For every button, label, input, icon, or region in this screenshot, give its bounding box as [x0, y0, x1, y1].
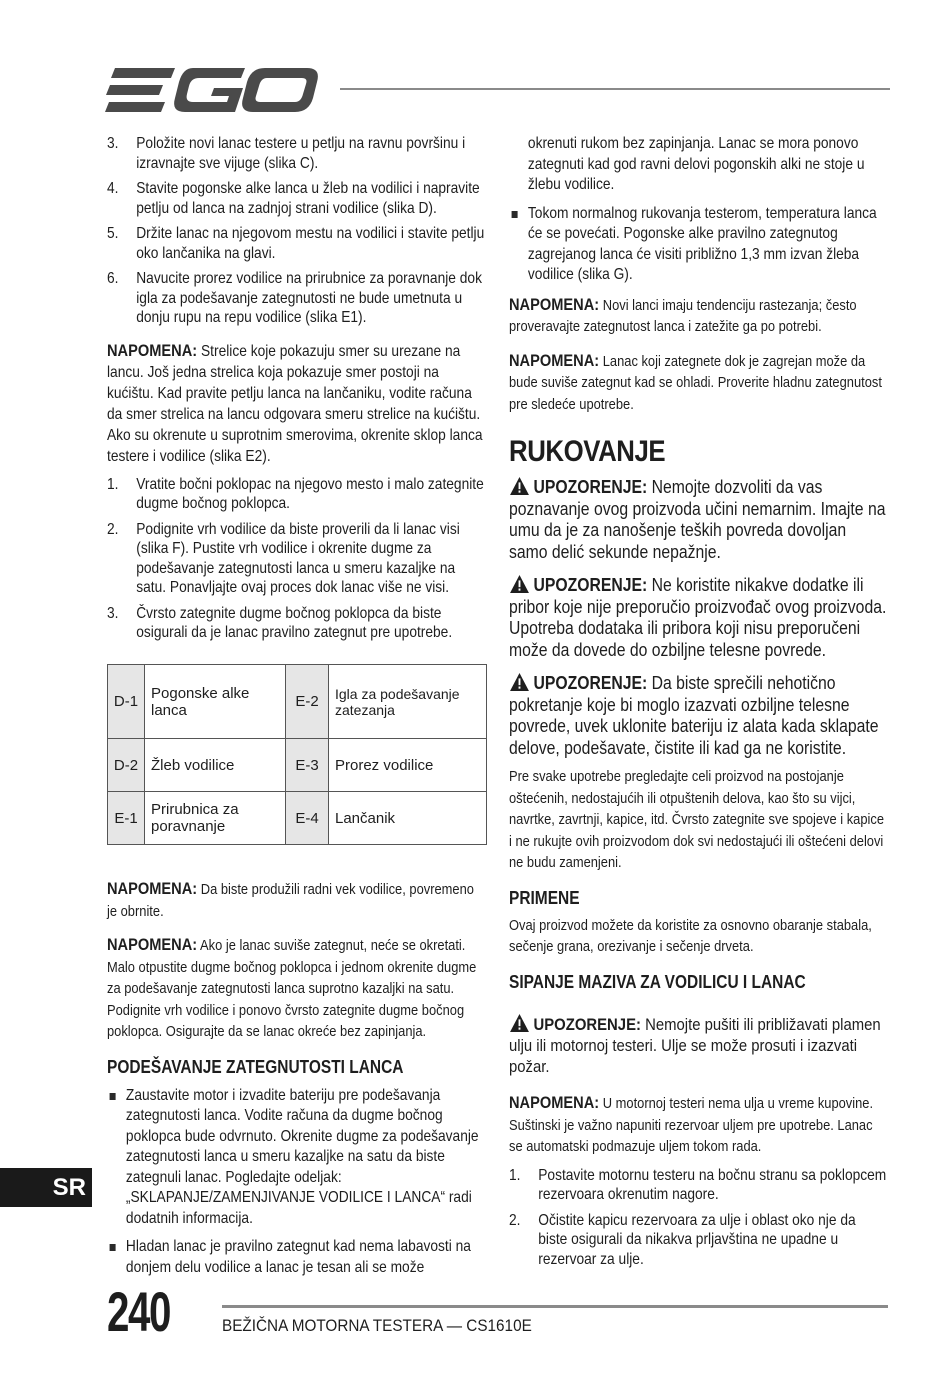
- steps-list-a: [107, 134, 487, 328]
- primene-text: Ovaj proizvod možete da koristite za osnovno obaranje stabala, sečenje grana, orezivanje i sečenje drveta.: [509, 916, 872, 955]
- legend-key: D-2: [108, 739, 145, 792]
- right-column-warnings: [509, 477, 887, 759]
- list-item: 3. Čvrsto zategnite dugme bočnog poklopca da biste osigurali da je lanac pravilno zategnut pre upotrebe.: [107, 604, 453, 641]
- language-tab-label: SR: [52, 1174, 86, 1201]
- list-item: 4. Stavite pogonske alke lanca u žleb na vodilici i napravite petlju od lanca na zadnjoj strani vodilice (slika D).: [107, 180, 480, 217]
- language-tab: [0, 1168, 92, 1207]
- legend-key: E-4: [286, 792, 329, 845]
- warning-2: UPOZORENJE: Ne koristite nikakve dodatke ili pribor koje nije preporučio proizvođač ovog proizvoda. Upotreba dodataka ili pribora koji nisu preporučeni može da dovede do ozbiljne telesne povrede.: [509, 575, 887, 660]
- section-heading-rukovanje: RUKOVANJE: [509, 435, 666, 468]
- warning-1: UPOZORENJE: Nemojte dozvoliti da vas poznavanje ovog proizvoda učini nemarnim. Imajte na umu da je za nanošenje teških povreda dovoljan samo delić sekunde nepažnje.: [509, 477, 886, 562]
- right-column-oil-note: [509, 1092, 887, 1275]
- section-title-sipanje: SIPANJE MAZIVA ZA VODILICU I LANAC: [509, 971, 806, 992]
- list-item: 2. Očistite kapicu rezervoara za ulje i oblast oko nje da biste osigurali da nikakva prljavština ne upadne u rezervoar za ulje.: [509, 1211, 856, 1268]
- table-row: [108, 792, 487, 845]
- inspection-paragraph: Pre svake upotrebe pregledajte celi proizvod na postojanje oštećenih, nedostajućih ili otpuštenih delova, kao što su vijci, navrtke, zavrtnji, kapice, itd. Čvrsto zategnite sve spojeve i kapice i ne rukujte ovih proizvodom dok svi nedostajući ili oštećeni delovi ne budu zamenjeni.: [509, 768, 885, 871]
- section-title-primene: PRIMENE: [509, 887, 580, 908]
- list-item: 3. Položite novi lanac testere u petlju na ravnu površinu i izravnajte sve vijuge (slika C).: [107, 135, 466, 172]
- list-item: 6. Navucite prorez vodilice na prirubnice za poravnanje dok igla za podešavanje zategnutosti ne bude umetnuta u donju rupu na repu vodilice (slika E1).: [107, 270, 482, 326]
- legend-value: Žleb vodilice: [145, 739, 286, 792]
- warning-icon: [509, 673, 530, 691]
- header-rule: [340, 88, 890, 90]
- left-column: [107, 134, 487, 649]
- legend-value: Pogonske alke lanca: [145, 665, 286, 739]
- legend-key: E-3: [286, 739, 329, 792]
- legend-key: D-1: [108, 665, 145, 739]
- note-arrows: NAPOMENA: Strelice koje pokazuju smer su urezane na lancu. Još jedna strelica koja pokazuje smer postoji na kućištu. Kad pravite petlju lanca na lančaniku, vodite računa da smer strelica na lancu odgovara smeru strelice na kućištu. Ako su okrenute u suprotnim smerovima, okrenite sklop lanca testere i vodilice (slika E2).: [107, 340, 483, 465]
- list-item: 5. Držite lanac na njegovom mestu na vodilici i stavite petlju oko lančanika na glavi.: [107, 225, 485, 262]
- note-hot-chain: NAPOMENA: Lanac koji zategnete dok je zagrejan može da bude suviše zategnut kad se ohladi. Proverite hladnu zategnutost pre sledeće upotrebe.: [509, 350, 882, 413]
- legend-key: E-2: [286, 665, 329, 739]
- warning-3: UPOZORENJE: Da biste sprečili nehotično pokretanje koje bi moglo izazvati ozbiljne telesne povrede, uvek uklonite bateriju iz alata kada sklapate delove, podešavate, čistite ili kad ga ne koristite.: [509, 673, 879, 758]
- right-column: [509, 134, 887, 471]
- legend-value: Prirubnica za poravnanje: [145, 792, 286, 845]
- bullets-tension: [107, 1086, 487, 1279]
- bullets-heat: [509, 204, 887, 286]
- note-new-chains: NAPOMENA: Novi lanci imaju tendenciju rastezanja; često proveravajte zategnutost lanca i zatežite ga po potrebi.: [509, 294, 857, 335]
- steps-oil: [509, 1166, 887, 1270]
- list-item: 2. Podignite vrh vodilice da biste proverili da li lanac visi (slika F). Pustite vrh vodilice i okrenite dugme za podešavanje zategnutosti lanca u smeru kazaljke na satu. Ponavljajte ovaj proces dok lanac više ne visi.: [107, 520, 460, 596]
- footer-rule: [222, 1305, 888, 1308]
- legend-value: Igla za podešavanje zatezanja: [329, 665, 487, 739]
- continuation-text: okrenuti rukom bez zapinjanja. Lanac se mora ponovo zategnuti kad god ravni delovi pogonskih alki ne stoje u žlebu vodilice.: [527, 135, 865, 193]
- legend-value: Lančanik: [329, 792, 487, 845]
- list-item: 1. Vratite bočni poklopac na njegovo mesto i malo zategnite dugme bočnog poklopca.: [107, 475, 484, 512]
- warning-icon: [509, 575, 530, 593]
- section-title-tension: PODEŠAVANJE ZATEGNUTOSTI LANCA: [107, 1056, 404, 1077]
- warning-4: UPOZORENJE: Nemojte pušiti ili približavati plamen ulju ili motornoj testeri. Ulje se može prosuti i izazvati požar.: [509, 1015, 881, 1076]
- left-column-lower: [107, 878, 487, 1286]
- parts-legend-table: [107, 664, 487, 845]
- steps-list-b: [107, 475, 487, 643]
- footer-doc-title: BEŽIČNA MOTORNA TESTERA — CS1610E: [222, 1316, 532, 1335]
- note-no-oil: NAPOMENA: U motornoj testeri nema ulja u vreme kupovine. Suštinski je važno napuniti rezervoar uljem pre upotrebe. Lanac se automatski podmazuje uljem tokom rada.: [509, 1093, 874, 1155]
- warning-icon: [509, 477, 530, 495]
- right-column-oil: [509, 1014, 887, 1077]
- page-number: 240: [107, 1280, 170, 1343]
- ego-logo: [105, 66, 320, 114]
- warning-icon: [509, 1014, 530, 1032]
- legend-key: E-1: [108, 792, 145, 845]
- list-item: Zaustavite motor i izvadite bateriju pre podešavanja zategnutosti lanca. Vodite računa da dugme bočnog poklopca bude odvrnuto. Okrenite dugme za podešavanje zategnutosti lanca u smeru kazaljke na satu da biste zategnuli lanac. Pogledajte odeljak: „SKLAPANJE/ZAMENJIVANJE VODILICE I LANCA“ radi dodatnih informacija.: [107, 1086, 487, 1230]
- right-column-lower: [509, 766, 887, 1005]
- note-reverse-bar: NAPOMENA: Da biste produžili radni vek vodilice, povremeno je obrnite.: [107, 879, 474, 920]
- list-item: Hladan lanac je pravilno zategnut kad nema labavosti na donjem delu vodilice a lanac je tesan ali se može: [107, 1237, 487, 1278]
- list-item: 1. Postavite motornu testeru na bočnu stranu sa poklopcem rezervoara okrenutim nagore.: [509, 1166, 887, 1203]
- note-too-tight: NAPOMENA: Ako je lanac suviše zategnut, neće se okretati. Malo otpustite dugme bočnog poklopca i jednom okrenite dugme za podešavanje zategnutosti lanca suprotno kazaljki na satu. Podignite vrh vodilice i ponovo čvrsto zategnite dugme bočnog poklopca. Osigurajte da se lanac okreće bez zapinjanja.: [107, 935, 477, 1040]
- table-row: [108, 665, 487, 739]
- list-item: Tokom normalnog rukovanja testerom, temperatura lanca će se povećati. Pogonske alke pravilno zategnutog zagrejanog lanca će visiti približno 1,3 mm izvan žleba vodilice (slika G).: [509, 204, 887, 286]
- table-row: [108, 739, 487, 792]
- legend-value: Prorez vodilice: [329, 739, 487, 792]
